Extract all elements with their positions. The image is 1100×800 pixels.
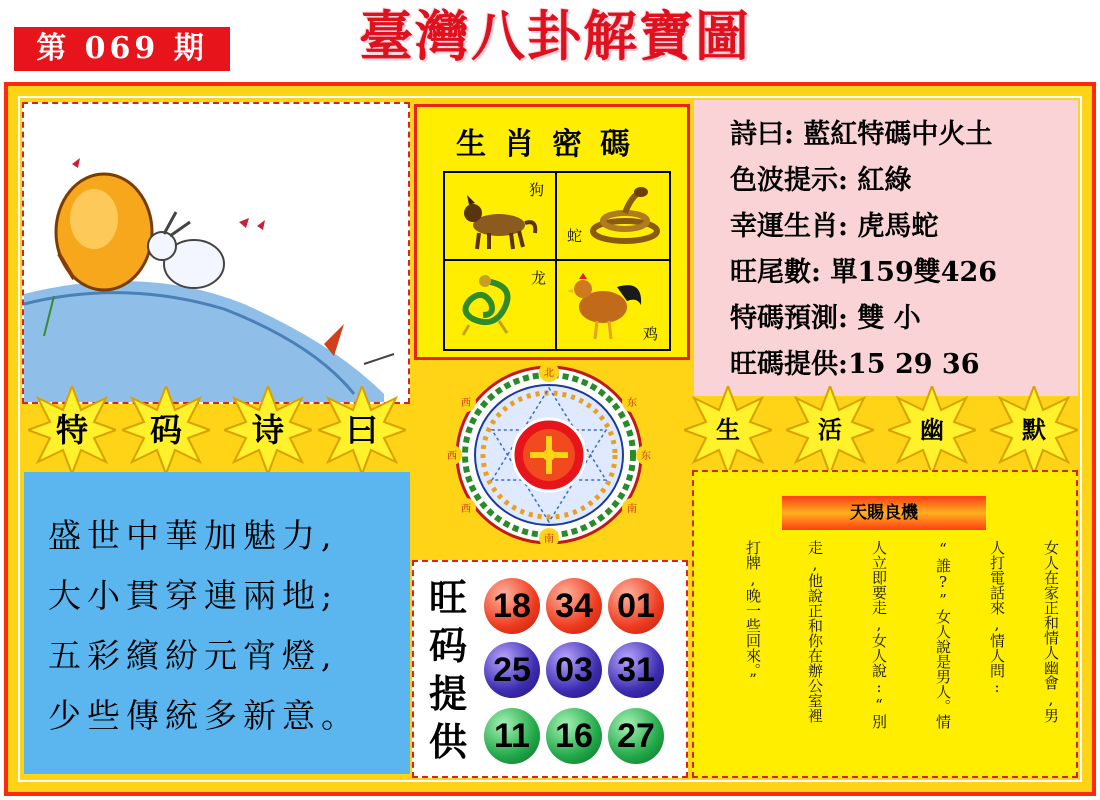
zodiac-cell-dragon [445,261,556,348]
star-badge: 幽 [888,386,976,474]
hint-hot-numbers: 旺碼提供:15 29 36 [730,349,980,380]
joke-column: 走,他說正和你在辦公室裡 [806,540,824,723]
number-ball: 25 [484,642,540,698]
page-title: 臺灣八卦解寶圖 [359,4,751,68]
snake-icon [585,183,665,247]
poem-line: 五彩繽紛元宵燈, [48,636,338,675]
star-badge: 默 [990,386,1078,474]
zodiac-label-snake: 蛇 [567,227,583,245]
joke-column: 人打電話來,情人問: [988,540,1006,696]
zodiac-panel [414,104,690,360]
compass-label: 东 [641,451,651,462]
number-ball: 11 [484,708,540,764]
number-ball: 16 [546,708,602,764]
zodiac-title: 生肖密碼 [456,127,648,162]
star-badge: 诗 [224,386,312,474]
rabbit-illustration [24,104,410,404]
joke-panel [692,470,1078,778]
compass-label: 北 [544,368,554,379]
poem-line: 大小貫穿連兩地; [48,576,339,615]
compass-label: 南 [627,504,637,515]
star-badge: 曰 [318,386,406,474]
zodiac-grid [443,171,671,351]
hint-prediction: 特碼預測: 雙 小 [730,303,921,334]
zodiac-cell-dog [445,173,556,260]
number-ball: 01 [608,578,664,634]
compass-label: 西 [447,451,457,462]
dragon-icon [455,271,525,341]
rooster-icon [567,267,645,343]
number-ball: 34 [546,578,602,634]
bagua-compass [438,362,660,548]
hint-tail-numbers: 旺尾數: 單159雙426 [730,257,998,288]
zodiac-label-dog: 狗 [529,181,545,199]
poem-line: 盛世中華加魅力, [48,516,338,555]
zodiac-label-rooster: 鸡 [643,325,659,343]
number-ball: 31 [608,642,664,698]
hint-poem: 詩曰: 藍紅特碼中火土 [730,119,993,150]
joke-column: “誰?”女人說是男人。情 [934,540,952,729]
hint-lucky-zodiac: 幸運生肖: 虎馬蛇 [730,211,939,242]
joke-column: 打牌,晚一些回來。” [744,540,762,689]
number-ball: 18 [484,578,540,634]
compass-label: 东 [627,398,637,409]
hints-panel [694,100,1078,396]
number-ball: 03 [546,642,602,698]
zodiac-cell-snake [557,173,668,260]
star-badge: 活 [786,386,874,474]
poem-panel [24,472,410,774]
compass-label: 西 [461,504,471,515]
zodiac-cell-rooster [557,261,668,348]
hot-numbers-panel [412,560,688,778]
star-badge: 码 [122,386,210,474]
issue-number: 第 069 期 [14,27,230,71]
number-ball: 27 [608,708,664,764]
joke-title: 天賜良機 [782,496,986,530]
star-badge: 生 [684,386,772,474]
hint-color-wave: 色波提示: 紅綠 [730,165,912,196]
zodiac-label-dragon: 龙 [531,269,547,287]
joke-column: 女人在家正和情人幽會,男 [1042,540,1060,723]
dog-icon [459,193,539,253]
star-badge: 特 [28,386,116,474]
compass-label: 南 [544,534,554,545]
hot-numbers-label: 旺 码 提 供 [428,575,467,764]
joke-column: 人立即要走,女人說:“別 [870,540,888,729]
illustration-panel [22,102,410,404]
poem-line: 少些傳統多新意。 [48,696,360,735]
compass-label: 西 [461,398,471,409]
